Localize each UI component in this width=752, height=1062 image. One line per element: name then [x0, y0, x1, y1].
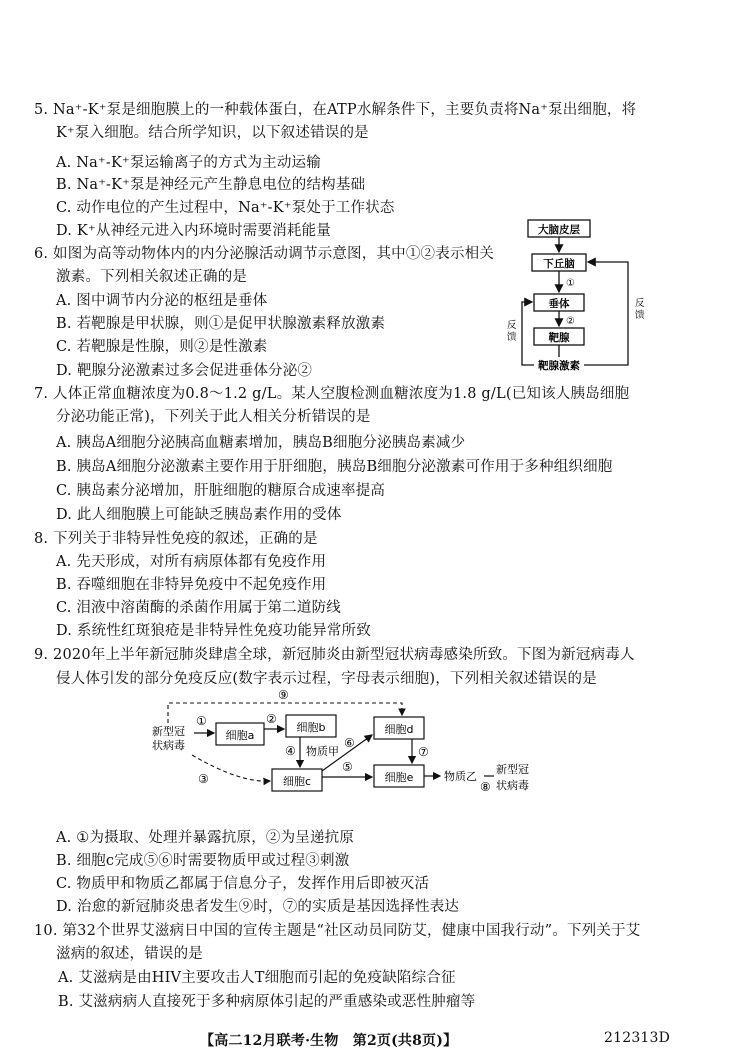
- footer-page-info: 【高二12月联考·生物 第2页(共8页)】: [200, 1033, 458, 1049]
- q6-stem-line1: 6. 如图为高等动物体内的内分泌腺活动调节示意图，其中①②表示相关: [34, 246, 495, 262]
- footer-exam-code: 212313D: [604, 1030, 671, 1046]
- q9-option-b: B. 细胞c完成⑤⑥时需要物质甲或过程③刺激: [56, 853, 350, 869]
- hormone-1-label: ①: [566, 278, 575, 289]
- q5-option-a: A. Na⁺-K⁺泵运输离子的方式为主动运输: [56, 155, 321, 171]
- cell-a-label: 细胞a: [225, 729, 255, 742]
- cell-c-label: 细胞c: [282, 775, 312, 788]
- box-cortex-label: 大脑皮层: [538, 224, 580, 236]
- process-5: ⑤: [342, 760, 353, 774]
- virus2-label-line2: 状病毒: [496, 779, 529, 792]
- q8-option-b: B. 吞噬细胞在非特异免疫中不起免疫作用: [56, 577, 327, 593]
- q8-option-a: A. 先天形成，对所有病原体都有免疫作用: [56, 554, 327, 570]
- q6-stem-line2: 激素。下列相关叙述正确的是: [56, 269, 248, 285]
- cell-e-label: 细胞e: [384, 771, 414, 784]
- box-target-gland-label: 靶腺: [548, 332, 570, 344]
- q5-stem-line1: 5. Na⁺-K⁺泵是细胞膜上的一种载体蛋白，在ATP水解条件下，主要负责将Na⁺泵出细胞，将: [34, 102, 637, 118]
- process-4: ④: [285, 744, 296, 758]
- q9-stem-line1: 9. 2020年上半年新冠肺炎肆虐全球，新冠肺炎由新型冠状病毒感染所致。下图为新冠病毒人: [34, 647, 635, 663]
- q7-option-d: D. 此人细胞膜上可能缺乏胰岛素作用的受体: [56, 507, 342, 523]
- immune-response-diagram: [150, 685, 560, 805]
- q5-option-c: C. 动作电位的产生过程中，Na⁺-K⁺泵处于工作状态: [56, 200, 395, 216]
- q6-option-a: A. 图中调节内分泌的枢纽是垂体: [56, 293, 268, 309]
- q6-option-c: C. 若靶腺是性腺，则②是性激素: [56, 339, 268, 355]
- q9-option-a: A. ①为摄取、处理并暴露抗原，②为呈递抗原: [56, 830, 355, 846]
- feedback-left-1: 反: [507, 320, 517, 331]
- q9-option-d: D. 治愈的新冠肺炎患者发生⑨时，⑦的实质是基因选择性表达: [56, 899, 460, 915]
- virus-label-line2: 状病毒: [152, 739, 185, 752]
- q7-stem-line1: 7. 人体正常血糖浓度为0.8～1.2 g/L。某人空腹检测血糖浓度为1.8 g/L(已知该人胰岛细胞: [34, 386, 630, 402]
- box-pituitary-label: 垂体: [548, 298, 570, 310]
- process-9: ⑨: [278, 688, 289, 702]
- q8-option-c: C. 泪液中溶菌酶的杀菌作用属于第二道防线: [56, 600, 341, 616]
- hormone-2-label: ②: [566, 316, 575, 327]
- feedback-right-1: 反: [635, 298, 645, 309]
- substance-jia-label: 物质甲: [306, 745, 339, 758]
- q5-option-d: D. K⁺从神经元进入内环境时需要消耗能量: [56, 223, 332, 239]
- q10-stem-line1: 10. 第32个世界艾滋病日中国的宣传主题是“社区动员同防艾，健康中国我行动”。下列关于艾: [34, 923, 641, 939]
- process-2: ②: [266, 712, 277, 726]
- q8-option-d: D. 系统性红斑狼疮是非特异性免疫功能异常所致: [56, 623, 371, 639]
- q10-stem-line2: 滋病的叙述，错误的是: [56, 946, 203, 962]
- page-footer: [0, 1030, 752, 1054]
- q6-option-b: B. 若靶腺是甲状腺，则①是促甲状腺激素释放激素: [56, 316, 386, 332]
- cell-d-label: 细胞d: [384, 723, 414, 736]
- q7-option-b: B. 胰岛A细胞分泌激素主要作用于肝细胞，胰岛B细胞分泌激素可作用于多种组织细胞: [56, 459, 613, 475]
- q7-stem-line2: 分泌功能正常)，下列关于此人相关分析错误的是: [56, 409, 371, 425]
- process-3: ③: [198, 772, 209, 786]
- q8-stem: 8. 下列关于非特异性免疫的叙述，正确的是: [34, 531, 318, 547]
- process-8: ⑧: [480, 780, 491, 794]
- q6-option-d: D. 靶腺分泌激素过多会促进垂体分泌②: [56, 363, 313, 379]
- substance-yi-label: 物质乙: [444, 770, 477, 783]
- process-7: ⑦: [418, 745, 429, 759]
- q9-stem-line2: 侵人体引发的部分免疫反应(数字表示过程，字母表示细胞)，下列相关叙述错误的是: [56, 671, 597, 687]
- q9-option-c: C. 物质甲和物质乙都属于信息分子，发挥作用后即被灭活: [56, 876, 430, 892]
- feedback-right-2: 馈: [635, 310, 645, 321]
- q10-option-b: B. 艾滋病病人直接死于多种病原体引起的严重感染或恶性肿瘤等: [58, 994, 476, 1010]
- virus2-label-line1: 新型冠: [496, 763, 529, 776]
- q7-option-a: A. 胰岛A细胞分泌胰高血糖素增加，胰岛B细胞分泌胰岛素减少: [56, 435, 466, 451]
- box-hypothalamus-label: 下丘脑: [543, 258, 575, 270]
- box-target-hormone-label: 靶腺激素: [538, 360, 580, 372]
- feedback-left-2: 馈: [507, 332, 517, 343]
- cell-b-label: 细胞b: [296, 721, 326, 734]
- process-6: ⑥: [344, 736, 355, 750]
- endocrine-regulation-diagram: [504, 214, 656, 376]
- q5-option-b: B. Na⁺-K⁺泵是神经元产生静息电位的结构基础: [56, 177, 366, 193]
- q5-stem-line2: K⁺泵入细胞。结合所学知识，以下叙述错误的是: [56, 125, 369, 141]
- q10-option-a: A. 艾滋病是由HIV主要攻击人T细胞而引起的免疫缺陷综合征: [58, 970, 456, 986]
- process-1: ①: [196, 714, 207, 728]
- q7-option-c: C. 胰岛素分泌增加，肝脏细胞的糖原合成速率提高: [56, 483, 386, 499]
- virus-label-line1: 新型冠: [152, 725, 185, 738]
